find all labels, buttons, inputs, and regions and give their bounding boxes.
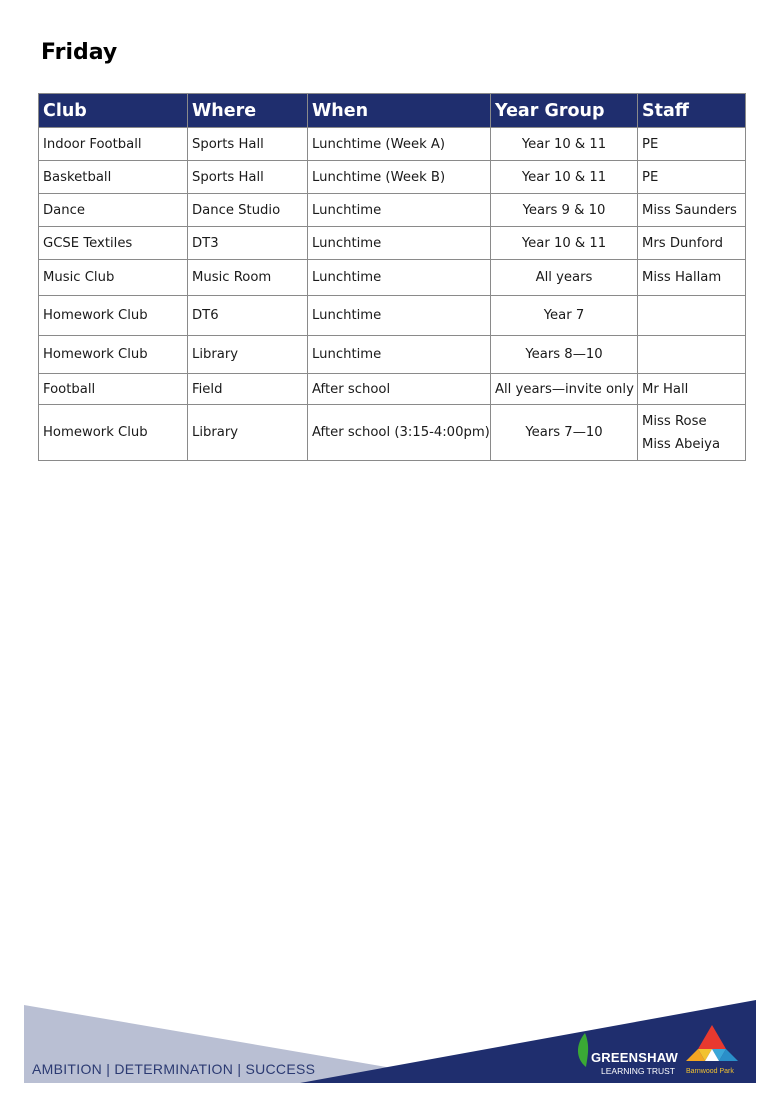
cell-staff [638,260,746,296]
table-row [39,260,746,296]
cell-year-group: Years 8—10 [491,336,638,374]
table-header-row [39,94,746,128]
cell-where: Sports Hall [188,161,308,194]
cell-club: Basketball [39,161,188,194]
cell-staff [638,128,746,161]
cell-when: Lunchtime (Week B) [308,161,491,194]
cell-club: Homework Club [39,336,188,374]
cell-staff [638,161,746,194]
cell-year-group: Years 9 & 10 [491,194,638,227]
cell-where: DT6 [188,296,308,336]
column-header-year-group: Year Group [491,94,638,128]
table-row [39,296,746,336]
staff-name: PE [642,136,659,152]
page-title: Friday [41,40,118,65]
staff-name: Mrs Dunford [642,235,724,251]
footer [0,995,779,1095]
column-header-club: Club [39,94,188,128]
cell-when: Lunchtime [308,260,491,296]
cell-when: Lunchtime [308,194,491,227]
cell-where: Field [188,374,308,405]
staff-name: Mr Hall [642,381,689,397]
cell-when: Lunchtime (Week A) [308,128,491,161]
staff-name: Miss Rose [642,413,707,429]
column-header-staff: Staff [638,94,746,128]
cell-where: Library [188,405,308,461]
table-row [39,374,746,405]
cell-year-group: Year 10 & 11 [491,161,638,194]
cell-club: Homework Club [39,405,188,461]
cell-where: Library [188,336,308,374]
column-header-when: When [308,94,491,128]
cell-staff [638,374,746,405]
motto-text: AMBITION | DETERMINATION | SUCCESS [32,1061,316,1077]
cell-year-group: Year 10 & 11 [491,128,638,161]
trust-subtitle: LEARNING TRUST [601,1066,675,1076]
table-row [39,194,746,227]
cell-club: Dance [39,194,188,227]
staff-name: Miss Abeiya [642,436,721,452]
cell-club: Homework Club [39,296,188,336]
cell-when: Lunchtime [308,296,491,336]
table-row [39,405,746,461]
cell-where: DT3 [188,227,308,260]
cell-where: Music Room [188,260,308,296]
cell-when: Lunchtime [308,227,491,260]
cell-staff [638,405,746,461]
cell-staff [638,296,746,336]
cell-year-group: All years—invite only [491,374,638,405]
cell-staff [638,194,746,227]
staff-name: Miss Hallam [642,270,722,285]
table-row [39,161,746,194]
cell-club: Football [39,374,188,405]
trust-name: GREENSHAW [591,1050,679,1065]
cell-where: Sports Hall [188,128,308,161]
cell-when: Lunchtime [308,336,491,374]
table-row [39,227,746,260]
cell-club: Indoor Football [39,128,188,161]
school-name: Barnwood Park [686,1068,734,1075]
table-row [39,336,746,374]
cell-year-group: All years [491,260,638,296]
staff-name: Miss Saunders [642,202,737,218]
clubs-table [38,93,746,461]
cell-year-group: Year 10 & 11 [491,227,638,260]
cell-staff [638,336,746,374]
cell-year-group: Year 7 [491,296,638,336]
column-header-where: Where [188,94,308,128]
table-row [39,128,746,161]
cell-year-group: Years 7—10 [491,405,638,461]
cell-when: After school [308,374,491,405]
footer-banner [0,995,779,1095]
cell-staff [638,227,746,260]
cell-when: After school (3:15-4:00pm) [308,405,491,461]
cell-club: Music Club [39,260,188,296]
cell-where: Dance Studio [188,194,308,227]
staff-name: PE [642,169,659,185]
cell-club: GCSE Textiles [39,227,188,260]
